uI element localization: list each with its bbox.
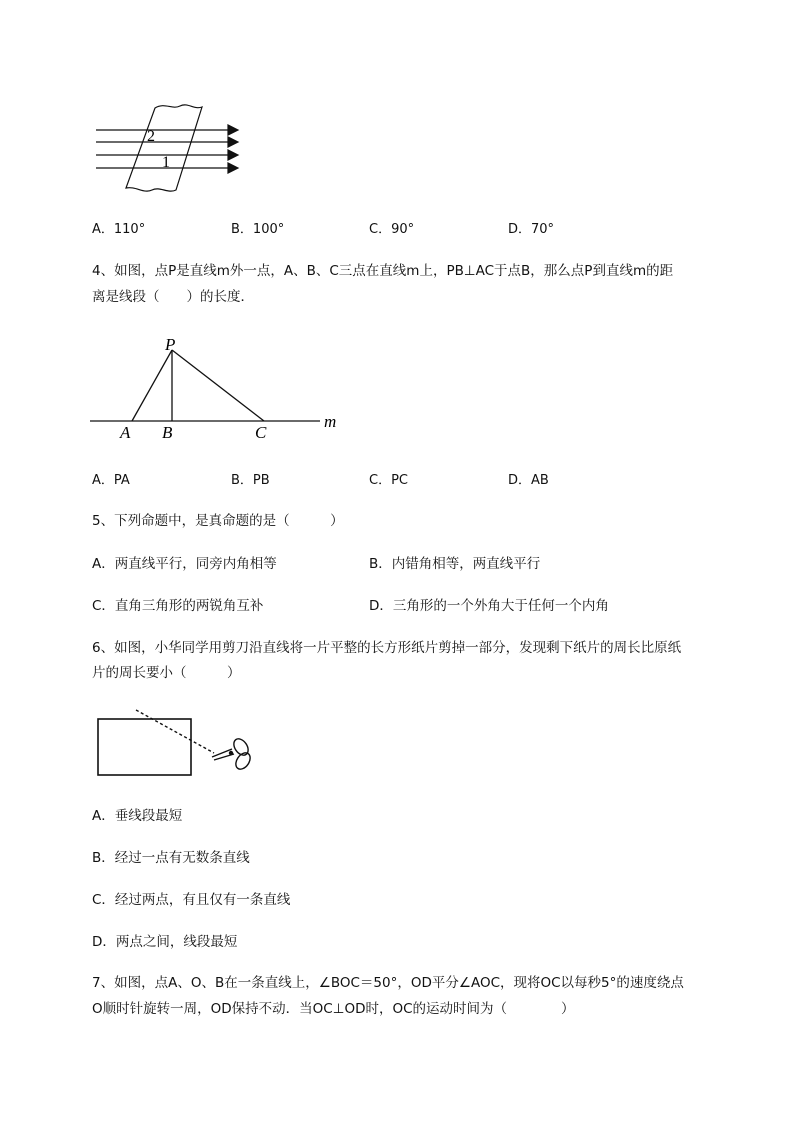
point-label-c: C: [255, 423, 267, 442]
q5-option-d: D．三角形的一个外角大于任何一个内角: [369, 598, 609, 614]
point-label-a: A: [120, 423, 131, 442]
q3-option-c: C．90°: [369, 222, 415, 237]
q6-stem-line1: 6、如图，小华同学用剪刀沿直线将一片平整的长方形纸片剪掉一部分，发现剩下纸片的周长比原纸: [92, 640, 682, 656]
segment-pc: [172, 350, 264, 421]
scissors-icon: [212, 736, 253, 772]
q7-stem-line1: 7、如图，点A、O、B在一条直线上，∠BOC＝50°，OD平分∠AOC，现将OC以每秒5°的速度绕点: [92, 975, 684, 991]
q4-option-c: C．PC: [369, 473, 408, 488]
q3-figure: [90, 98, 250, 198]
q3-angle-label-1: 1: [162, 154, 170, 171]
q5-stem: 5、下列命题中，是真命题的是（ ）: [92, 513, 344, 529]
q6-figure: [94, 708, 264, 780]
paper-strip: [126, 105, 202, 191]
point-label-b: B: [162, 423, 173, 442]
line-label-m: m: [324, 412, 337, 431]
q3-option-b: B．100°: [231, 222, 285, 237]
q4-option-d: D．AB: [508, 473, 549, 488]
q6-option-a: A．垂线段最短: [92, 808, 183, 824]
cut-line: [136, 710, 214, 753]
q7-stem-line2: O顺时针旋转一周，OD保持不动．当OC⊥OD时，OC的运动时间为（ ）: [92, 1001, 575, 1017]
q3-option-a: A．110°: [92, 222, 146, 237]
q6-option-d: D．两点之间，线段最短: [92, 934, 238, 950]
q4-option-b: B．PB: [231, 473, 270, 488]
q3-angle-label-2: 2: [147, 128, 155, 145]
q6-option-b: B．经过一点有无数条直线: [92, 850, 250, 866]
q4-option-a: A．PA: [92, 473, 130, 488]
point-label-p: P: [165, 335, 176, 354]
q6-option-c: C．经过两点，有且仅有一条直线: [92, 892, 291, 908]
paper-rectangle: [98, 719, 191, 775]
q5-option-c: C．直角三角形的两锐角互补: [92, 598, 264, 614]
q4-figure: [88, 334, 358, 444]
q5-option-b: B．内错角相等，两直线平行: [369, 556, 541, 572]
q4-stem-line1: 4、如图，点P是直线m外一点，A、B、C三点在直线m上，PB⊥AC于点B，那么点P到直线m的距: [92, 263, 674, 279]
q6-stem-line2: 片的周长要小（ ）: [92, 665, 241, 681]
segment-pa: [132, 350, 172, 421]
q5-option-a: A．两直线平行，同旁内角相等: [92, 556, 277, 572]
q4-stem-line2: 离是线段（ ）的长度．: [92, 289, 254, 305]
q3-option-d: D．70°: [508, 222, 555, 237]
